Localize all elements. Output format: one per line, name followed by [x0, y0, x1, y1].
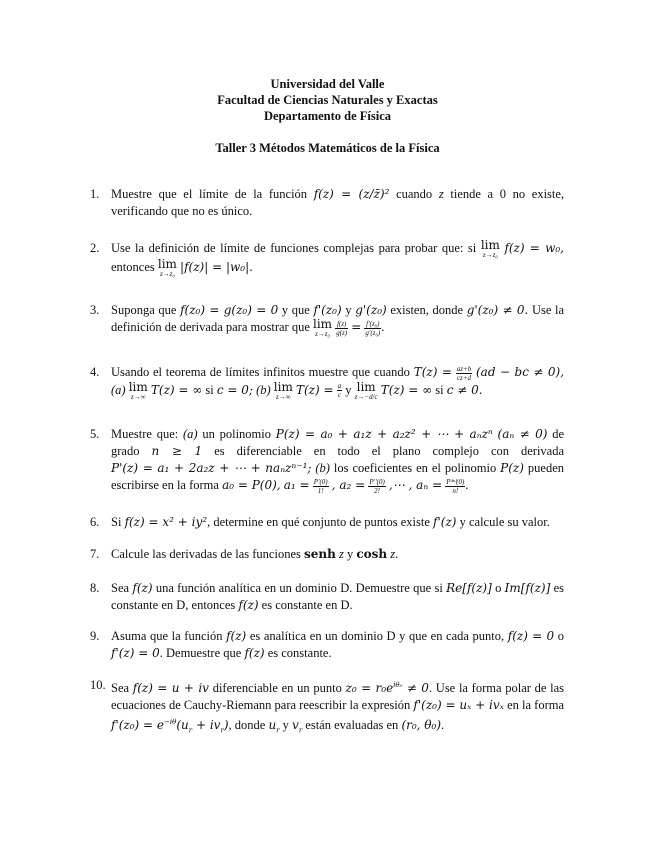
math-expression: f(z) = 0 — [507, 629, 555, 643]
limit-operator: lim z→−d/c — [354, 379, 378, 401]
problem-text: y — [346, 547, 354, 561]
math-expression: (aₙ ≠ 0) — [497, 427, 548, 441]
problem-text: si — [435, 382, 444, 397]
math-expression: cosh — [356, 547, 388, 561]
math-expression: P(z) = a₀ + a₁z + a₂z² + ⋯ + aₙzⁿ — [275, 427, 493, 441]
math-expression: a₀ = P(0), — [222, 478, 281, 492]
fraction: $\frac{P''(0)}{2!}$ — [369, 477, 385, 495]
problem-number: 9. — [90, 629, 100, 643]
limit-operator: lim z→z₀ — [313, 317, 333, 338]
math-expression: T(z) = — [295, 382, 334, 397]
part-label: (a) — [183, 427, 198, 441]
math-expression: f'(z) = 0 — [111, 646, 160, 660]
math-expression: Re[f(z)] — [446, 581, 492, 595]
problem-text: , determine en qué conjunto de puntos existe — [207, 515, 430, 529]
math-expression: f'(z) — [433, 515, 457, 529]
assignment-title: Taller 3 Métodos Matemáticos de la Física — [215, 141, 440, 155]
problem-text: es diferenciable en todo el plano complejo con derivada — [214, 444, 565, 458]
problem-text: Usando el teorema de límites infinitos muestre que cuando — [111, 365, 410, 379]
problem-text: si — [205, 382, 214, 397]
math-expression: Im[f(z)] — [504, 581, 551, 595]
problem-number: 8. — [90, 581, 100, 595]
faculty-name: Facultad de Ciencias Naturales y Exactas — [217, 93, 438, 107]
fraction: $\frac{\text{f'(z₀)}}{\text{g'(z₀)}}$ — [365, 319, 381, 337]
problem-text: Calcule las derivadas de las funciones — [111, 547, 301, 561]
math-expression: P(z) — [500, 461, 524, 475]
problem-text: , donde — [228, 718, 266, 732]
problem-number: 7. — [90, 547, 100, 561]
math-expression: f(z) — [226, 629, 247, 643]
math-expression: f(z) — [244, 646, 265, 660]
problem-text: o — [557, 629, 565, 643]
math-expression: f(z) = w₀, — [504, 241, 565, 255]
problem-text: un polinomio — [202, 427, 271, 441]
math-expression: T(z) = — [413, 365, 452, 379]
problem-text: o — [495, 581, 502, 595]
problem-text: y — [345, 382, 352, 397]
problem-text: tiende a 0 no existe, verificando que no es único. — [111, 187, 565, 218]
limit-operator: lim z→z₀ — [480, 238, 500, 259]
problem-number: 3. — [90, 303, 100, 317]
math-expression: g'(z₀) ≠ 0. — [466, 303, 529, 317]
problem-text: es constante. — [267, 646, 332, 660]
math-expression: f(z₀) = g(z₀) = 0 — [180, 303, 279, 317]
math-expression: f(z) = x² + iy² — [124, 515, 208, 529]
fraction: $\frac{P'(0)}{1!}$ — [313, 477, 328, 495]
problem-text: están evaluadas en — [305, 718, 399, 732]
math-expression: P'(z) = a₁ + 2a₂z + ⋯ + naₙzⁿ⁻¹; — [111, 461, 312, 475]
problem-number: 5. — [90, 427, 100, 441]
fraction: $\frac{az+b}{cz+d}$ — [456, 364, 472, 382]
problem-text: es constante en D, entonces — [111, 581, 565, 612]
problem-text: es constante en D. — [261, 598, 353, 612]
problem-text: existen, donde — [390, 303, 464, 317]
problem-text: Muestre que: — [111, 427, 179, 441]
problem-text: Use la definición de derivada para mostrar que — [111, 303, 565, 334]
document-page: Universidad del Valle Facultad de Ciencias Naturales y Exactas Departamento de Física Taller 3 Métodos Matemáticos de la Física 1. Muestre que el límite de la función f(z) = (z/z̄)² cuando z tiende a 0 no existe, verificando que no es único. 2. Use la definición de límite de funciones complejas para probar que: si lim z→z₀ f(z) = w₀, entonces lim z→z₀ |f(z)| = |w₀|. 3. Suponga que f(z₀) = g(z₀) = 0 y que f'(z₀) y g'(z₀) existen, donde g'(z₀) ≠ 0. Use la definición de derivada para mostrar que lim z→z₀ $\frac{f(z)}{g(z)}$ = $\frac{\text{f'(z₀)}}{\text{g'(z₀)}}$ . 4. Usando el teorema de límites infinitos muestre que cuando T(z) = $\frac{az+b}{cz+d}$ (ad − bc ≠ 0), (a) lim z→∞ T(z) = ∞ si c = 0; (b) lim z→∞ T(z) = $\frac{a}{c}$ y lim z→−d/c T(z) = ∞ si c ≠ 0. 5. Muestre que: (a) un polinomio P(z) = a₀ + a₁z + a₂z² + ⋯ + aₙzⁿ (aₙ ≠ 0) de grado n ≥ 1 es diferenciable en todo el plano complejo con derivada P'(z) = a₁ + 2a₂z + ⋯ + naₙzⁿ⁻¹; (b) los coeficientes en el polinomio P(z) pueden escribirse en la forma a₀ = P(0), a₁ = $\frac{P'(0)}{1!}$ , a₂ = $\frac{P''(0)}{2!}$ ,⋯ , aₙ = $\frac{\text{P⁽ⁿ⁾(0)}}{n!}$ . 6. Si f(z) = x² + iy², determine en qué conjunto de puntos existe f'(z) y calcule su valor. 7. Calcule las derivadas de las funciones senh z y cosh z. 8. Sea f(z) una función analítica en un dominio D. Demuestre que si Re[f(z)] o Im[f(z)] es constante en D, entonces f(z) es constante en D. 9. Asuma que la función f(z) es analítica en un dominio D y que en cada punto, f(z) = 0 o f'(z) = 0. Demuestre que f(z) es constante. 10. Sea f(z) = u + iv diferenciable en un punto $z_0 = r_0e^{i\theta_0} \ne 0$. Use la forma polar de las ecuaciones de Cauchy-Riemann para reescribir la expresión f'(z₀) = uₓ + ivₓ en la forma $f'(z_0) = e^{-i\theta}(u_r + iv_r)$, donde $u_r$ y $v_r$ están evaluadas en (r₀, θ₀). — [0, 0, 655, 848]
fraction: $\frac{f(z)}{g(z)}$ — [336, 319, 348, 337]
department-name: Departamento de Física — [263, 109, 392, 123]
part-label: (b) — [315, 461, 330, 475]
math-expression: $z_0 = r_0e^{i\theta_0} \ne 0$ — [345, 681, 429, 695]
problem-text: los coeficientes en el polinomio — [333, 461, 497, 475]
math-expression: f(z) — [132, 581, 153, 595]
problem-text: Sea — [111, 681, 130, 695]
problem-text: Asuma que la función — [111, 629, 223, 643]
math-expression: (ad − bc ≠ 0), — [476, 365, 565, 379]
problem-text: diferenciable en un punto — [212, 681, 342, 695]
problem-text: pueden escribirse en la forma — [111, 461, 564, 492]
math-expression: T(z) = ∞ — [380, 382, 433, 397]
problem-number: 2. — [90, 241, 100, 255]
problem-text: de grado — [111, 427, 565, 458]
problem-number: 6. — [90, 515, 100, 529]
problem-text: . Demuestre que — [159, 646, 242, 660]
university-name: Universidad del Valle — [270, 77, 385, 91]
limit-operator: lim z→∞ — [128, 379, 148, 401]
problem-text: una función analítica en un dominio D. Demuestre que si — [155, 581, 443, 595]
problem-text: Si — [111, 515, 122, 529]
problem-text: Use la definición de límite de funciones complejas para probar que: si — [111, 241, 477, 255]
problem-text: . Use la forma polar de las ecuaciones de Cauchy-Riemann para reescribir la expresión — [111, 681, 565, 712]
math-expression: $u_r$ — [268, 718, 280, 735]
problem-text: y que — [281, 303, 310, 317]
problem-text: y calcule su valor. — [459, 515, 550, 529]
problem-number: 4. — [90, 365, 100, 379]
math-expression: n ≥ 1 — [151, 444, 203, 458]
problem-text: y — [282, 718, 289, 732]
fraction: $\frac{a}{c}$ — [337, 382, 342, 400]
math-expression: $f'(z_0) = e^{-i\theta}(u_r + iv_r)$ — [111, 718, 229, 735]
math-expression: |f(z)| = |w₀|. — [180, 260, 253, 274]
math-expression: f(z) = u + iv — [132, 681, 209, 695]
math-expression: f'(z₀) = uₓ + ivₓ — [413, 698, 504, 712]
math-expression: g'(z₀) — [355, 303, 387, 317]
math-expression: f(z) — [238, 598, 259, 612]
problem-text: es analítica en un dominio D y que en cada punto, — [249, 629, 505, 643]
math-expression: c = 0; — [216, 382, 253, 397]
math-expression: $v_r$ — [292, 718, 303, 735]
problem-text: Muestre que el límite de la función — [111, 187, 308, 201]
math-expression: f'(z₀) — [313, 303, 342, 317]
problem-number: 10. — [90, 678, 106, 692]
problem-text: cuando — [396, 187, 433, 201]
problem-text: en la forma — [507, 698, 565, 712]
problem-text: Sea — [111, 581, 130, 595]
problem-number: 1. — [90, 187, 100, 201]
problem-text: Suponga que — [111, 303, 177, 317]
limit-operator: lim z→∞ — [273, 379, 293, 401]
math-expression: (r₀, θ₀) — [401, 718, 442, 732]
limit-operator: lim z→z₀ — [157, 257, 177, 278]
math-expression: c ≠ 0. — [446, 382, 483, 397]
fraction: $\frac{\text{P⁽ⁿ⁾(0)}}{n!}$ — [446, 477, 465, 495]
math-expression: T(z) = ∞ — [150, 382, 203, 397]
math-expression: senh — [304, 547, 336, 561]
problem-text: entonces — [111, 260, 155, 274]
math-expression: f(z) = (z/z̄)² — [313, 187, 390, 201]
